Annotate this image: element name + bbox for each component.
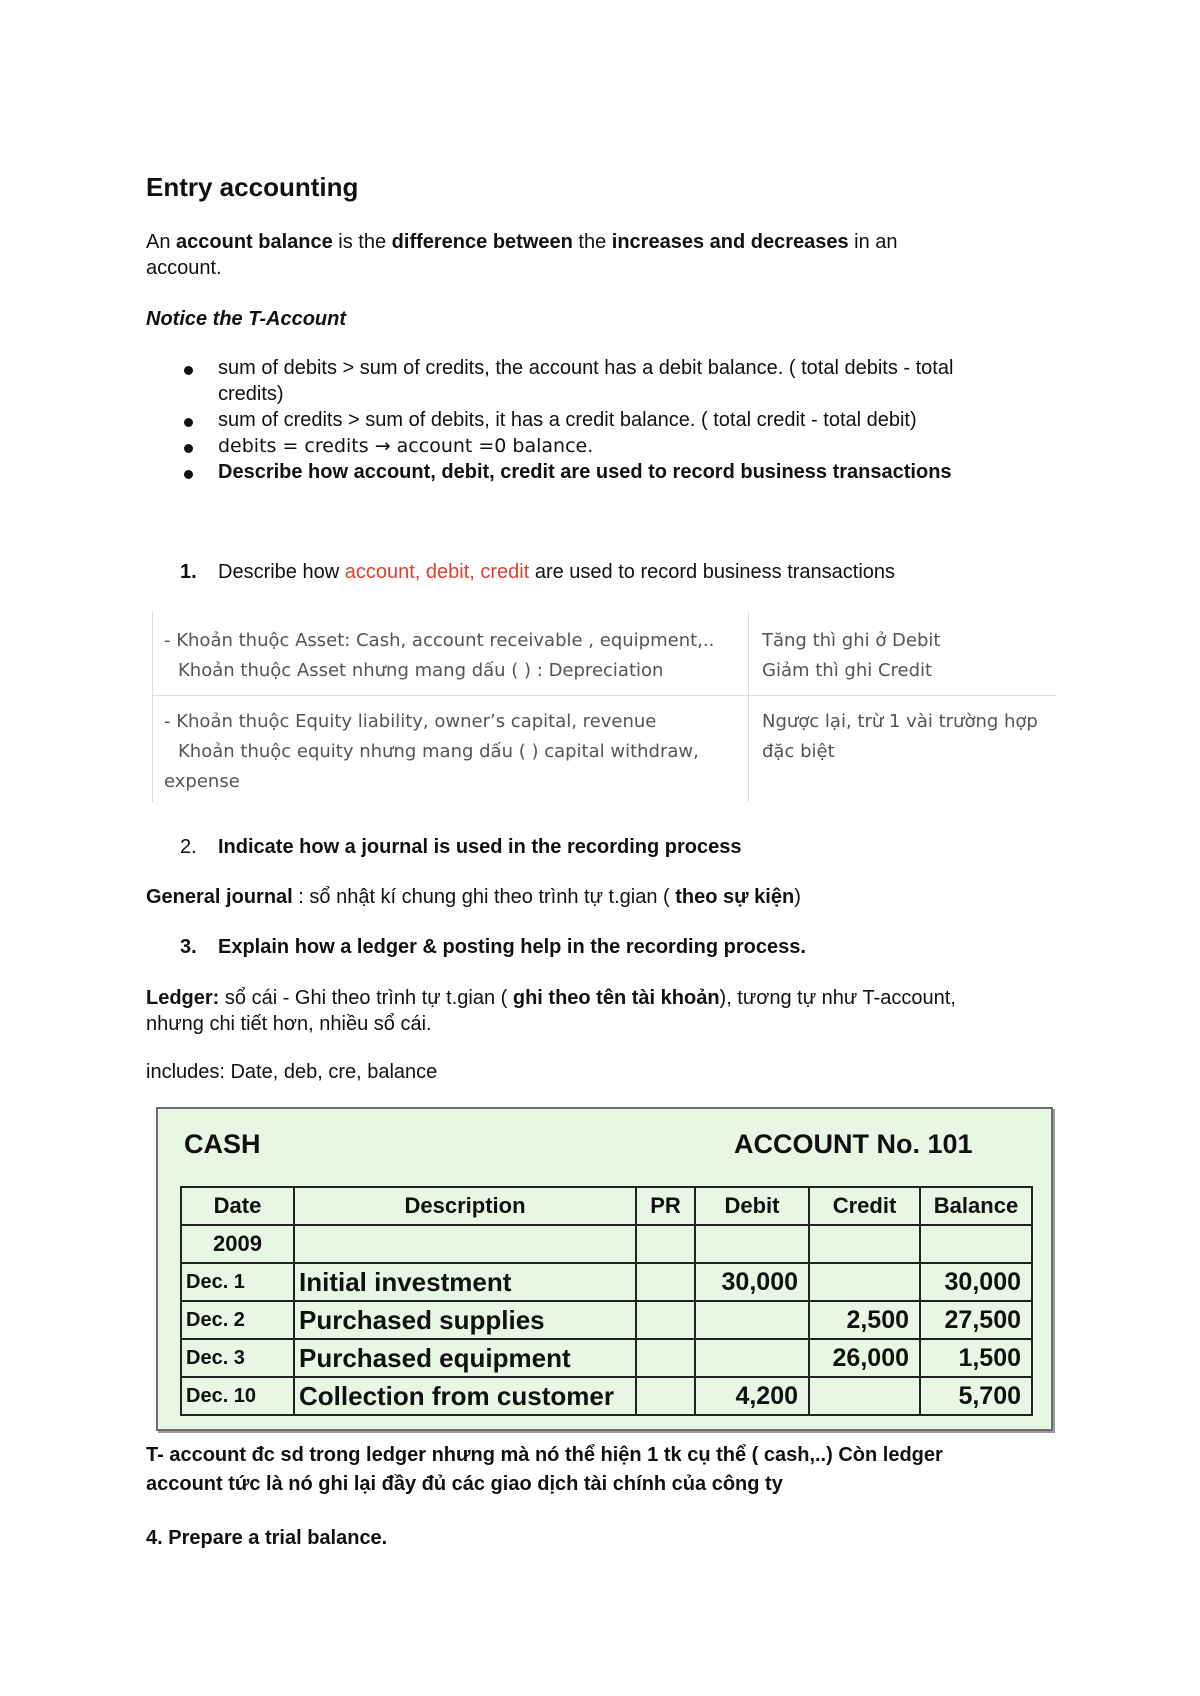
ledger-credit [809,1377,920,1415]
ledger-pr [636,1301,695,1339]
ledger-debit: 30,000 [695,1263,809,1301]
ledger-balance: 5,700 [920,1377,1032,1415]
ledger-cell [809,1225,920,1263]
table-cell: - Khoản thuộc Equity liability, owner’s capital, revenue [164,711,657,732]
ledger-header-cell: PR [636,1187,695,1225]
bullet-icon [184,470,193,479]
ledger-credit [809,1263,920,1301]
taccount-note-line: account tức là nó ghi lại đầy đủ các giao dịch tài chính của công ty [146,1473,783,1495]
intro-bold-difference: difference between [391,231,573,253]
intro-paragraph [146,229,1046,281]
item1-post: are used to record business transactions [529,561,896,583]
list-number: 1. [180,561,197,583]
table-divider [748,612,749,802]
bullet-item: debits = credits → account =0 balance. [218,435,594,457]
general-journal-end: ) [794,886,801,908]
ledger-bold: ghi theo tên tài khoản [512,987,720,1009]
cash-ledger-figure [156,1107,1053,1431]
ledger-date: Dec. 2 [181,1301,294,1339]
ledger-balance: 1,500 [920,1339,1032,1377]
table-cell: Tăng thì ghi ở Debit [762,630,941,651]
table-cell: Giảm thì ghi Credit [762,660,933,681]
table-cell: expense [164,771,240,792]
item2-text: Indicate how a journal is used in the recording process [218,836,742,858]
general-journal-bold: theo sự kiện [675,886,795,908]
ledger-table [180,1186,1033,1416]
ledger-text: ), tương tự như T-account, [719,987,956,1009]
ledger-description-cell: Collection from customer [294,1377,636,1415]
ledger-label: Ledger: [146,987,220,1009]
ledger-debit [695,1301,809,1339]
bullet-icon [184,444,193,453]
ledger-balance: 27,500 [920,1301,1032,1339]
item1-highlight: account, debit, credit [344,561,530,583]
table-cell: Khoản thuộc equity nhưng mang dấu ( ) capital withdraw, [178,741,699,762]
table-cell: Ngược lại, trừ 1 vài trường hợp [762,711,1038,732]
ledger-credit: 26,000 [809,1339,920,1377]
ledger-pr [636,1339,695,1377]
ledger-account-name: CASH [184,1129,261,1159]
intro-text: the [572,231,612,253]
list-number: 3. [180,936,197,958]
ledger-description-cell: Purchased supplies [294,1301,636,1339]
item3-text: Explain how a ledger & posting help in the recording process. [218,936,806,958]
ledger-cell [636,1225,695,1263]
ledger-description-cell: Purchased equipment [294,1339,636,1377]
ledger-credit: 2,500 [809,1301,920,1339]
general-journal-label: General journal [146,886,293,908]
table-row [181,1263,1032,1301]
ledger-year: 2009 [181,1225,294,1263]
table-cell: - Khoản thuộc Asset: Cash, account receivable , equipment,.. [164,630,715,651]
intro-text-line2: account. [146,257,222,279]
page-title: Entry accounting [146,172,359,202]
list-number: 2. [180,836,197,858]
item1-pre: Describe how [218,561,345,583]
ledger-pr [636,1263,695,1301]
ledger-cell [920,1225,1032,1263]
item1-text [218,559,1048,585]
table-row [181,1339,1032,1377]
ledger-header-cell: Description [294,1187,636,1225]
ledger-balance: 30,000 [920,1263,1032,1301]
intro-text: An [146,231,177,253]
ledger-cell [695,1225,809,1263]
bullet-text: credits) [218,383,284,405]
ledger-cell [294,1225,636,1263]
ledger-debit [695,1339,809,1377]
includes-line: includes: Date, deb, cre, balance [146,1061,438,1083]
item4-text: 4. Prepare a trial balance. [146,1527,388,1549]
ledger-debit: 4,200 [695,1377,809,1415]
intro-text: in an [848,231,898,253]
ledger-account-number: ACCOUNT No. 101 [734,1129,973,1159]
table-row [181,1301,1032,1339]
taccount-note-line: T- account đc sd trong ledger nhưng mà nó thể hiện 1 tk cụ thể ( cash,..) Còn ledger [146,1444,943,1466]
ledger-header-cell: Credit [809,1187,920,1225]
intro-bold-increases: increases and decreases [611,231,849,253]
ledger-text: sổ cái - Ghi theo trình tự t.gian ( [219,987,513,1009]
bullet-text: sum of debits > sum of credits, the account has a debit balance. ( total debits - total [218,357,954,379]
table-divider [152,695,1056,696]
intro-text: is the [332,231,392,253]
ledger-header-cell: Date [181,1187,294,1225]
ledger-header-cell: Balance [920,1187,1032,1225]
ledger-date: Dec. 1 [181,1263,294,1301]
table-row [181,1377,1032,1415]
ledger-header-cell: Debit [695,1187,809,1225]
ledger-date: Dec. 3 [181,1339,294,1377]
ledger-description [146,985,1056,1037]
table-cell: Khoản thuộc Asset nhưng mang dấu ( ) : Depreciation [178,660,664,681]
taccount-note [146,1441,1066,1499]
bullet-icon [184,366,193,375]
ledger-date: Dec. 10 [181,1377,294,1415]
ledger-pr [636,1377,695,1415]
bullet-item [218,355,1048,407]
table-divider [152,612,153,802]
bullet-icon [184,418,193,427]
ledger-description-cell: Initial investment [294,1263,636,1301]
intro-bold-account-balance: account balance [176,231,333,253]
bullet-item: Describe how account, debit, credit are used to record business transactions [218,461,952,483]
notice-heading: Notice the T-Account [146,308,347,330]
ledger-year-row [181,1225,1032,1263]
ledger-header-row [181,1187,1032,1225]
general-journal-text: : sổ nhật kí chung ghi theo trình tự t.gian ( [292,886,676,908]
classification-table [152,612,1056,802]
general-journal-line [146,884,1046,910]
table-cell: đặc biệt [762,741,835,762]
ledger-text-line2: nhưng chi tiết hơn, nhiều sổ cái. [146,1013,432,1035]
bullet-item: sum of credits > sum of debits, it has a credit balance. ( total credit - total debit) [218,409,917,431]
